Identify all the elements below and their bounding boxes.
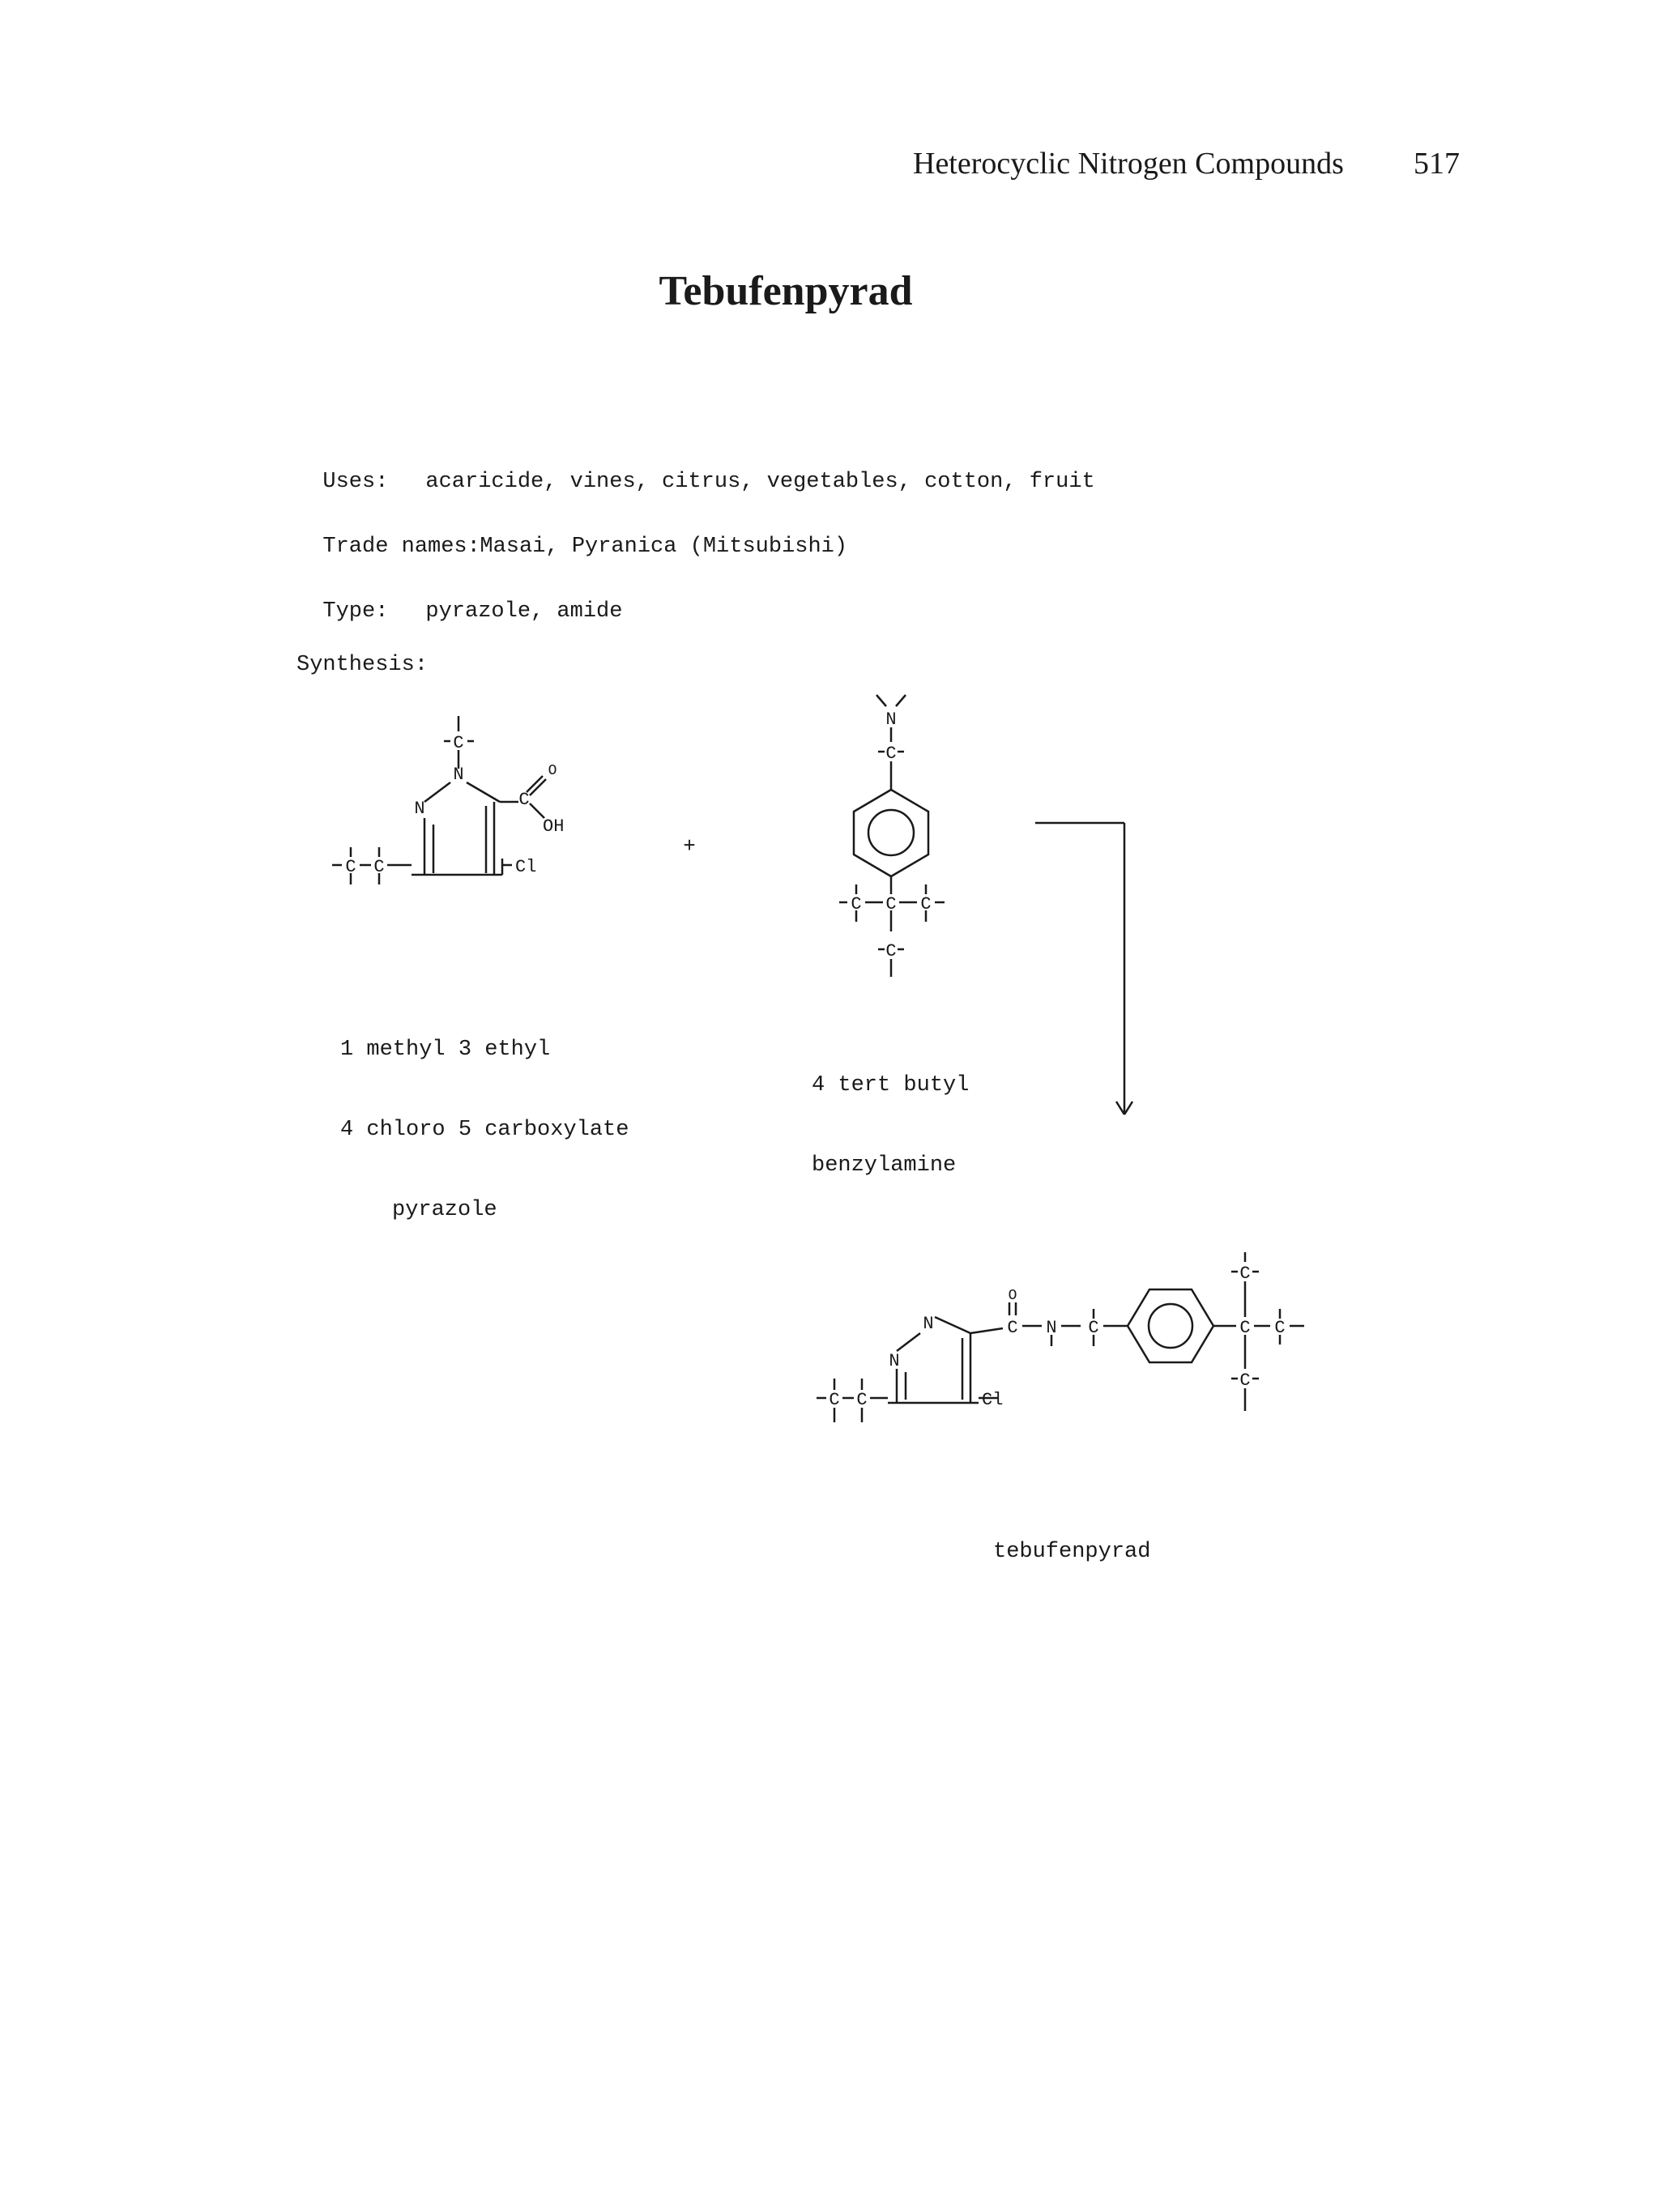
r2-methyl-carbon-right: C xyxy=(920,894,932,914)
r1-carboxyl-carbon: C xyxy=(518,790,530,810)
r1-methyl-carbon: C xyxy=(453,733,464,753)
reactant1-caption-line1: 1 methyl 3 ethyl xyxy=(340,1038,551,1062)
trade-names-value: Masai, Pyranica (Mitsubishi) xyxy=(480,535,848,559)
r1-ethyl-carbon-1: C xyxy=(345,857,356,877)
p-amide-nitrogen: N xyxy=(1046,1318,1057,1338)
product-structure xyxy=(817,1252,1304,1422)
p-methyl-carbon-right: C xyxy=(1274,1318,1286,1338)
p-methyl-carbon-bottom: C xyxy=(1239,1370,1251,1391)
page-number: 517 xyxy=(1414,147,1460,181)
p-methyl-carbon-top: C xyxy=(1239,1264,1251,1284)
r1-ring-nitrogen-2: N xyxy=(414,799,425,819)
uses-value: acaricide, vines, citrus, vegetables, cotton, fruit xyxy=(425,470,1095,494)
compound-title: Tebufenpyrad xyxy=(659,268,913,314)
reactant2-caption-line1: 4 tert butyl xyxy=(812,1073,970,1097)
uses-label: Uses: xyxy=(322,470,389,494)
p-quaternary-carbon: C xyxy=(1239,1318,1251,1338)
r2-nitrogen: N xyxy=(885,710,897,730)
reactant1-caption-line3: pyrazole xyxy=(392,1198,497,1222)
reactant2-caption-line2: benzylamine xyxy=(812,1153,957,1178)
p-ethyl-carbon-1: C xyxy=(829,1390,840,1410)
reactant1-structure xyxy=(332,716,546,884)
p-benzyl-carbon: C xyxy=(1088,1318,1099,1338)
product-caption: tebufenpyrad xyxy=(993,1540,1151,1564)
r2-methyl-carbon-bottom: C xyxy=(885,941,897,961)
p-chlorine: Cl xyxy=(982,1390,1004,1410)
p-carbonyl-carbon: C xyxy=(1007,1318,1018,1338)
reactant2-structure xyxy=(839,695,945,977)
p-ethyl-carbon-2: C xyxy=(856,1390,868,1410)
reactant2-caption xyxy=(812,1019,969,1206)
type-label: Type: xyxy=(322,599,389,624)
r2-quaternary-carbon: C xyxy=(885,894,897,914)
type-value: pyrazole, amide xyxy=(425,599,623,624)
r2-methyl-carbon-left: C xyxy=(851,894,862,914)
r2-benzyl-carbon: C xyxy=(885,744,897,764)
r1-chlorine: Cl xyxy=(515,857,537,877)
synthesis-label: Synthesis: xyxy=(296,653,429,677)
p-ring-nitrogen-1: N xyxy=(923,1314,934,1334)
trade-names-label: Trade names: xyxy=(322,535,480,559)
reaction-arrow xyxy=(1035,823,1132,1115)
reactant1-caption-line2: 4 chloro 5 carboxylate xyxy=(340,1118,629,1142)
r1-ring-nitrogen-1: N xyxy=(453,765,464,785)
p-carbonyl-oxygen: O xyxy=(1008,1288,1017,1304)
plus-operator: + xyxy=(683,834,696,859)
p-ring-nitrogen-2: N xyxy=(889,1351,900,1371)
running-header-title: Heterocyclic Nitrogen Compounds xyxy=(913,147,1344,181)
r1-carbonyl-oxygen: O xyxy=(548,763,557,779)
r1-hydroxyl: OH xyxy=(543,816,565,837)
reactant1-caption xyxy=(340,983,629,1251)
r1-ethyl-carbon-2: C xyxy=(373,857,385,877)
